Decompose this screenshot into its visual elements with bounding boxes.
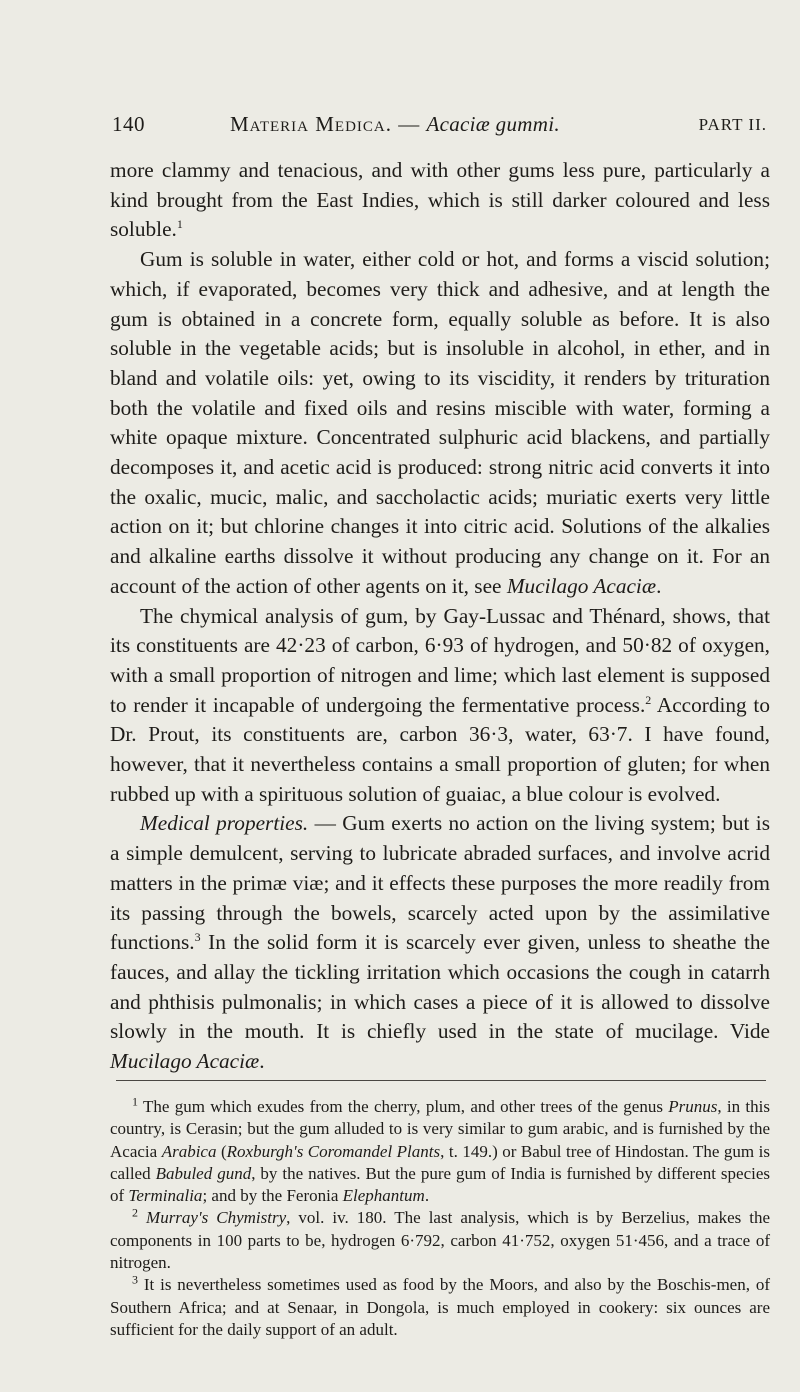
- paragraph-text: .: [656, 573, 662, 598]
- running-header: [112, 112, 767, 146]
- paragraph-text: The chymical analysis of gum, by Gay-Lussac and Thénard, shows, that its constituents are 42·23 of carbon, 6·93 of hydrogen, and 50·82 of oxygen, with a small proportion of nitrogen and lime; which last element is supposed to render it incapable of undergoing the fermentative process.: [110, 603, 770, 717]
- paragraph-continuation: [110, 156, 770, 245]
- paragraph-solubility: [110, 245, 770, 601]
- part-label: PART II.: [698, 115, 767, 134]
- paragraph-medical-properties: [110, 809, 770, 1076]
- footnote-italic: Terminalia: [128, 1186, 203, 1206]
- paragraph-analysis: [110, 602, 770, 810]
- paragraph-text: According to Dr. Prout, its constituents are, carbon 36·3, water, 63·7. I have found, however, that it nevertheless contains a small proportion of gluten; for when rubbed up with a spirituous solution of guaiac, a blue colour is evolved.: [110, 692, 770, 806]
- footnote-text: (: [216, 1141, 227, 1161]
- footnote-text: , by the natives. But the pure gum of India is furnished by different species of: [110, 1163, 770, 1206]
- paragraph-text: .: [259, 1049, 265, 1074]
- footnote-text: The gum which exudes from the cherry, plum, and other trees of the genus: [138, 1097, 669, 1116]
- footnote-mark: 2: [132, 1205, 138, 1220]
- section-heading: Medical properties.: [140, 811, 309, 836]
- footnote-text: , vol. iv. 180. The last analysis, which is by Berzelius, makes the components in 100 parts to be, hydrogen 6·792, carbon 41·752, oxygen 51·456, and a trace of nitrogen.: [110, 1208, 771, 1273]
- footnote-1: [110, 1096, 770, 1207]
- footnote-italic: Roxburgh's Coromandel Plants: [226, 1141, 441, 1161]
- footnote-italic: Babuled gund: [155, 1163, 252, 1183]
- footnotes: [110, 1096, 770, 1341]
- running-title-main: Materia Medica. —: [230, 112, 427, 136]
- footnote-italic: Elephantum: [342, 1186, 425, 1206]
- running-title: [230, 112, 560, 137]
- footnote-mark: 1: [132, 1094, 138, 1109]
- footnote-mark: 3: [132, 1272, 138, 1287]
- main-text: [110, 156, 770, 1077]
- footnote-italic: Prunus: [668, 1097, 718, 1116]
- footnote-ref: 1: [176, 217, 183, 232]
- paragraph-text: more clammy and tenacious, and with other gums less pure, particularly a kind brought from the East Indies, which is still darker coloured and less soluble.: [110, 158, 770, 242]
- footnote-text: ; and by the Feronia: [202, 1186, 343, 1206]
- footnote-2: [110, 1207, 770, 1274]
- paragraph-text: Gum is soluble in water, either cold or hot, and forms a viscid solution; which, if evaporated, becomes very thick and adhesive, and at length the gum is obtained in a concrete form, equally soluble as before. It is also soluble in the vegetable acids; but is insoluble in alcohol, in ether, and in bland and volatile oils: yet, owing to its viscidity, it renders by trituration both the volatile and fixed oils and resins miscible with water, forming a white opaque mixture. Concentrated sulphuric acid blackens, and partially decomposes it, and acetic acid is produced: strong nitric acid converts it into the oxalic, mucic, malic, and saccholactic acids; muriatic exerts very little action on it; but chlorine changes it into citric acid. Solutions of the alkalies and alkaline earths dissolve it without producing any change on it. For an account of the action of other agents on it, see: [110, 247, 770, 598]
- footnote-italic: Arabica: [161, 1141, 217, 1161]
- footnote-text: , in this country, is Cerasin; but the gum alluded to is very similar to gum arabic, and is furnished by the Acacia: [110, 1097, 770, 1161]
- footnote-divider: [116, 1080, 766, 1081]
- paragraph-text: In the solid form it is scarcely ever given, unless to sheathe the fauces, and allay the tickling irritation which occasions the cough in catarrh and phthisis pulmonalis; in which cases a piece of it is allowed to dissolve slowly in the mouth. It is chiefly used in the state of mucilage. Vide: [110, 930, 770, 1044]
- page-number: 140: [112, 112, 145, 136]
- footnote-text: , t. 149.) or Babul tree of Hindostan. The gum is called: [110, 1141, 770, 1183]
- footnote-text: .: [424, 1186, 430, 1206]
- footnote-ref: 3: [194, 930, 201, 945]
- footnote-3: [110, 1274, 770, 1341]
- running-title-italic: Acaciæ gummi.: [426, 112, 560, 136]
- footnote-text: It is nevertheless sometimes used as food by the Moors, and also by the Boschis-men, of Southern Africa; and at Senaar, in Dongola, is much employed in cookery: six ounces are sufficient for the daily support of an adult.: [110, 1275, 770, 1339]
- footnote-ref: 2: [645, 692, 652, 707]
- paragraph-text: — Gum exerts no action on the living system; but is a simple demulcent, serving to lubricate abraded surfaces, and involve acrid matters in the primæ viæ; and it effects these purposes the more readily from its passing through the bowels, scarcely acted upon by the assimilative functions.: [110, 811, 770, 955]
- cross-reference: Mucilago Acaciæ: [110, 1049, 260, 1074]
- cross-reference: Mucilago Acaciæ: [506, 573, 657, 598]
- footnote-italic: Murray's Chymistry: [146, 1208, 287, 1228]
